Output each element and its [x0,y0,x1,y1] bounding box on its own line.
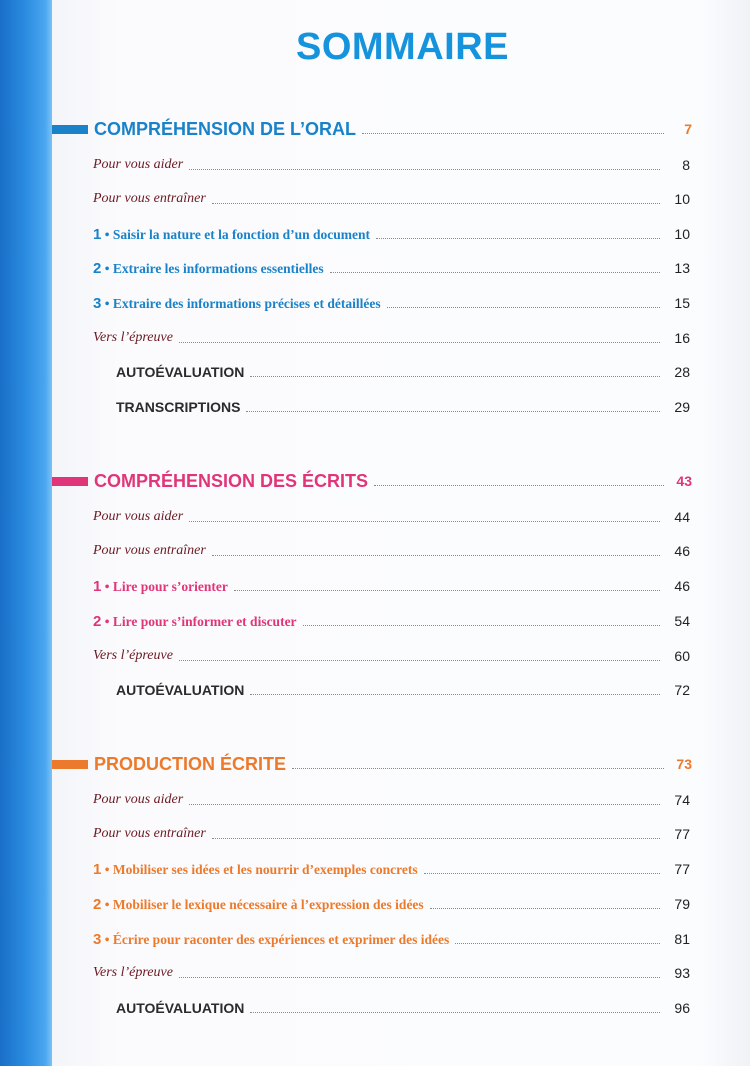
toc-entry [93,646,690,666]
entry-number: 1 [93,860,102,878]
dot-leader [292,768,664,769]
entry-number: 1 [93,577,102,595]
toc-entry [93,929,690,949]
entry-page-number: 46 [674,543,690,559]
entry-label: Pour vous aider [93,792,184,807]
toc-entry [93,293,690,313]
toc-entry [93,859,690,879]
toc-entry [116,362,690,382]
entry-page-number: 54 [674,613,690,629]
dot-leader [455,943,660,944]
page-title: SOMMAIRE [296,26,509,68]
entry-page-number: 16 [674,330,690,346]
dot-leader [246,411,660,412]
entry-text: Lire pour s’informer et discuter [112,613,297,629]
section-title: PRODUCTION ÉCRITE [94,753,287,774]
entry-label: AUTOÉVALUATION [116,682,245,698]
entry-label: TRANSCRIPTIONS [116,399,241,415]
entry-label: Pour vous aider [93,157,184,172]
dot-leader [303,625,660,626]
entry-label: AUTOÉVALUATION [116,1000,245,1016]
section-title: COMPRÉHENSION DES ÉCRITS [94,470,369,491]
entry-label: Pour vous entraîner [93,826,206,841]
entry-label: Vers l’épreuve [93,330,173,345]
toc-entry [93,894,690,914]
section-page-number: 7 [684,121,692,137]
entry-label: 2 • Lire pour s’informer et discuter [93,612,297,630]
entry-page-number: 10 [674,226,690,242]
dot-leader [430,908,660,909]
toc-entry [93,507,690,527]
entry-page-number: 8 [682,157,690,173]
dot-leader [376,238,660,239]
entry-label: 1 • Mobiliser ses idées et les nourrir d’exemples concrets [93,860,418,878]
entry-number: 2 [93,895,102,913]
entry-text: Lire pour s’orienter [112,578,228,594]
toc-entry [116,397,690,417]
dot-leader [179,342,660,343]
entry-page-number: 96 [674,1000,690,1016]
entry-label: Vers l’épreuve [93,965,173,980]
dot-leader [330,272,660,273]
entry-label: 2 • Mobiliser le lexique nécessaire à l’expression des idées [93,895,424,913]
dot-leader [362,133,664,134]
entry-label: 2 • Extraire les informations essentielles [93,259,324,277]
toc-entry [93,328,690,348]
entry-page-number: 93 [674,965,690,981]
toc-entry [93,155,690,175]
dot-leader [179,660,660,661]
toc-entry [93,790,690,810]
section-title: COMPRÉHENSION DE L’ORAL [94,118,357,139]
section-heading-oral [52,117,692,141]
dot-leader [374,485,664,486]
entry-label: 1 • Lire pour s’orienter [93,577,228,595]
section-heading-production [52,752,692,776]
toc-entry [93,541,690,561]
entry-number: 1 [93,225,102,243]
entry-page-number: 77 [674,826,690,842]
entry-page-number: 28 [674,364,690,380]
entry-text: Saisir la nature et la fonction d’un document [112,226,370,242]
dot-leader [250,1012,660,1013]
entry-page-number: 72 [674,682,690,698]
section-page-number: 73 [676,756,692,772]
entry-label: 3 • Extraire des informations précises et détaillées [93,294,381,312]
entry-number: 2 [93,612,102,630]
entry-number: 3 [93,294,102,312]
toc-entry [93,576,690,596]
entry-page-number: 81 [674,931,690,947]
dot-leader [234,590,660,591]
entry-label: AUTOÉVALUATION [116,364,245,380]
section-marker [52,760,88,769]
entry-page-number: 77 [674,861,690,877]
dot-leader [212,838,660,839]
dot-leader [212,555,660,556]
entry-text: Écrire pour raconter des expériences et exprimer des idées [112,931,450,947]
toc-entry [93,824,690,844]
dot-leader [250,694,660,695]
toc-entry [93,258,690,278]
entry-label: Vers l’épreuve [93,648,173,663]
entry-label: Pour vous aider [93,509,184,524]
entry-page-number: 15 [674,295,690,311]
entry-label: Pour vous entraîner [93,543,206,558]
dot-leader [212,203,660,204]
entry-page-number: 29 [674,399,690,415]
section-page-number: 43 [676,473,692,489]
toc-entry [93,224,690,244]
dot-leader [189,169,660,170]
toc-entry [93,611,690,631]
toc-entry [93,963,690,983]
entry-text: Mobiliser le lexique nécessaire à l’expression des idées [112,896,424,912]
book-spine [0,0,52,1066]
entry-label: 1 • Saisir la nature et la fonction d’un document [93,225,370,243]
entry-page-number: 60 [674,648,690,664]
entry-label: 3 • Écrire pour raconter des expériences et exprimer des idées [93,930,450,948]
dot-leader [189,521,660,522]
entry-page-number: 74 [674,792,690,808]
section-marker [52,125,88,134]
entry-page-number: 79 [674,896,690,912]
entry-text: Extraire des informations précises et détaillées [112,295,381,311]
toc-entry [116,680,690,700]
dot-leader [424,873,660,874]
dot-leader [189,804,660,805]
entry-label: Pour vous entraîner [93,191,206,206]
dot-leader [179,977,660,978]
entry-page-number: 10 [674,191,690,207]
entry-text: Extraire les informations essentielles [112,260,324,276]
entry-page-number: 13 [674,260,690,276]
toc-entry [93,189,690,209]
section-heading-ecrits [52,469,692,493]
toc-entry [116,998,690,1018]
entry-text: Mobiliser ses idées et les nourrir d’exemples concrets [112,861,418,877]
section-marker [52,477,88,486]
entry-number: 3 [93,930,102,948]
dot-leader [250,376,660,377]
entry-page-number: 44 [674,509,690,525]
entry-page-number: 46 [674,578,690,594]
dot-leader [387,307,660,308]
entry-number: 2 [93,259,102,277]
